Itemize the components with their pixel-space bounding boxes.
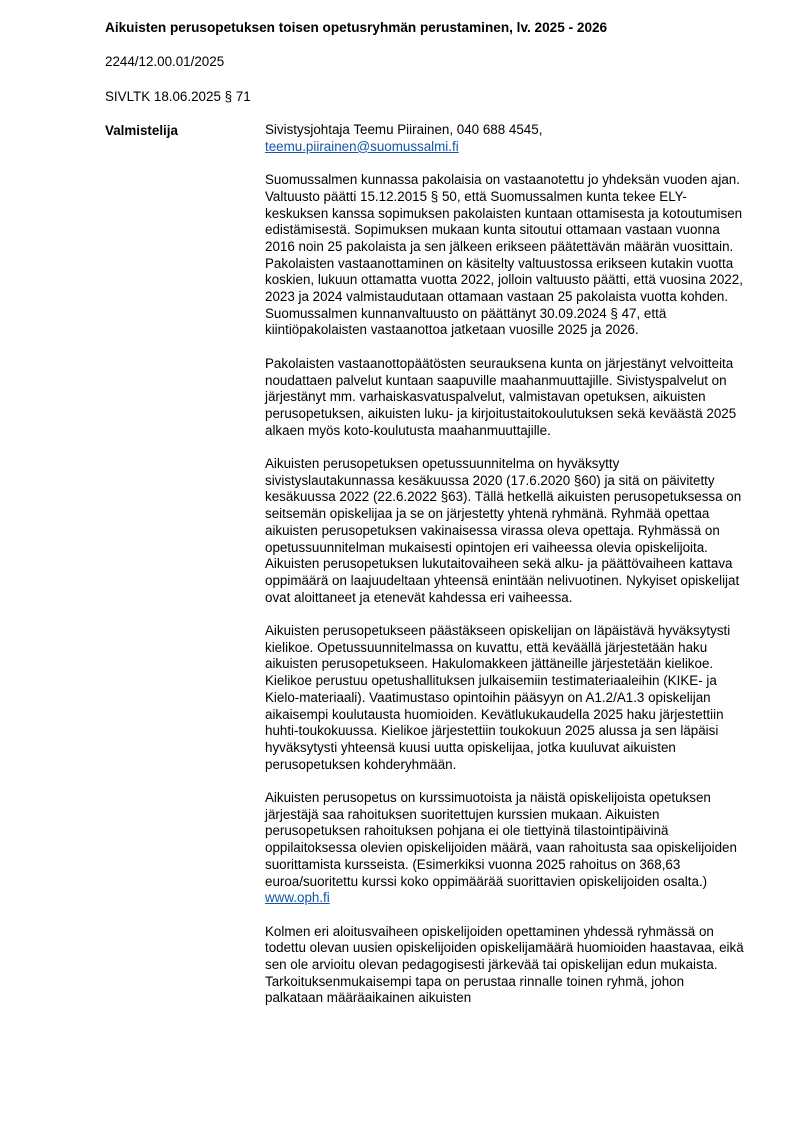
preparer-name: Sivistysjohtaja Teemu Piirainen, 040 688 4545, — [265, 122, 543, 137]
preparer-email-link[interactable]: teemu.piirainen@suomussalmi.fi — [265, 138, 459, 154]
paragraph-second-group: Kolmen eri aloitusvaiheen opiskelijoiden opettaminen yhdessä ryhmässä on todettu olevan uusien opiskelijoiden opiskelijamäärä huomioiden haastavaa, eikä sen ole arvioitu olevan pedagogisesti järkevää tai opiskelijan edun mukaista. Tarkoituksenmukaisempi tapa on perustaa rinnalle toinen ryhmä, johon palkataan määräaikainen aikuisten — [265, 923, 744, 1006]
document-title: Aikuisten perusopetuksen toisen opetusryhmän perustaminen, lv. 2025 - 2026 — [105, 20, 608, 35]
preparer-contact — [265, 122, 745, 155]
paragraph-refugee-reception: Suomussalmen kunnassa pakolaisia on vastaanotettu jo yhdeksän vuoden ajan. Valtuusto päätti 15.12.2015 § 50, että Suomussalmen kunta tekee ELY-keskuksen kanssa sopimuksen pakolaisten kuntaan ottamisesta ja kotoutumisen edistämisestä. Sopimuksen mukaan kunta sitoutui ottamaan vastaan vuonna 2016 noin 25 pakolaista ja sen jälkeen erikseen päätettävän määrän vuosittain. Pakolaisten vastaanottaminen on käsitelty valtuustossa erikseen kutakin vuotta koskien, lukuun ottamatta vuotta 2022, jolloin valtuusto päätti, että vuosina 2022, 2023 ja 2024 valmistaudutaan ottamaan vastaan 25 pakolaista vuotta kohden. Suomussalmen kunnanvaltuusto on päättänyt 30.09.2024 § 47, että kiintiöpakolaisten vastaanottoa jatketaan vuosille 2025 ja 2026. — [265, 172, 743, 338]
oph-link[interactable]: www.oph.fi — [265, 890, 330, 906]
paragraph-language-test: Aikuisten perusopetukseen päästäkseen opiskelijan on läpäistävä hyväksytysti kielikoe. Opetussuunnitelmassa on kuvattu, että keväällä järjestetään haku aikuisten perusopetukseen. Hakulomakkeen jättäneille järjestetään kielikoe. Kielikoe perustuu opetushallituksen julkaisemiin testimateriaaleihin (KIKE- ja Kielo-materiaali). Vaatimustaso opintoihin pääsyyn on A1.2/A1.3 opiskelijan aikaisempi koulutausta huomioiden. Kevätlukukaudella 2025 haku järjestettiin huhti-toukokuussa. Kielikoe järjestettiin toukokuun 2025 alussa ja sen läpäisi hyväksytysti yhteensä kuusi uutta opiskelijaa, jotka kuuluvat aikuisten perusopetuksen kohderyhmään. — [265, 623, 731, 772]
paragraph-services: Pakolaisten vastaanottopäätösten seurauksena kunta on järjestänyt velvoitteita noudattaen palvelut kuntaan saapuville maahanmuuttajille. Sivistyspalvelut on järjestänyt mm. varhaiskasvatuspalvelut, valmistavan opetuksen, aikuisten perusopetuksen, aikuisten luku- ja kirjoitustaitokoulutuksen sekä keväästä 2025 alkaen myös koto-koulutusta maahanmuuttajille. — [265, 355, 737, 438]
paragraph-funding-text: Aikuisten perusopetus on kurssimuotoista ja näistä opiskelijoista opetuksen järjestäjä saa rahoituksen suoritettujen kurssien mukaan. Aikuisten perusopetuksen rahoituksen pohjana ei ole tiettyinä tilastointipäivinä oppilaitoksessa olevien opiskelijoiden määrä, vaan rahoitusta saa opiskelijoiden suorittamista kursseista. (Esimerkiksi vuonna 2025 rahoitus on 368,63 euroa/suoritettu kurssi koko oppimäärää suorittavien opiskelijoiden osalta.) — [265, 790, 737, 889]
meeting-reference: SIVLTK 18.06.2025 § 71 — [105, 89, 251, 104]
paragraph-funding — [265, 790, 745, 907]
document-body — [265, 122, 745, 1024]
record-number: 2244/12.00.01/2025 — [105, 54, 225, 69]
paragraph-curriculum: Aikuisten perusopetuksen opetussuunnitelma on hyväksytty sivistyslautakunnassa kesäkuussa 2020 (17.6.2020 §60) ja sitä on päivitetty kesäkuussa 2022 (22.6.2022 §63). Tällä hetkellä aikuisten perusopetuksessa on seitsemän opiskelijaa ja se on järjestetty yhtenä ryhmänä. Ryhmää opettaa aikuisten perusopetuksen vakinaisessa virassa oleva opettaja. Ryhmässä on opetussuunnitelman mukaisesti opintojen eri vaiheessa olevia opiskelijoita. Aikuisten perusopetuksen lukutaitovaiheen sekä alku- ja päättövaiheen kattava oppimäärä on laajuudeltaan yhteensä enintään nelivuotinen. Nykyiset opiskelijat ovat aloittaneet ja etenevät kahdessa eri vaiheessa. — [265, 456, 742, 605]
preparer-label: Valmistelija — [105, 123, 178, 138]
